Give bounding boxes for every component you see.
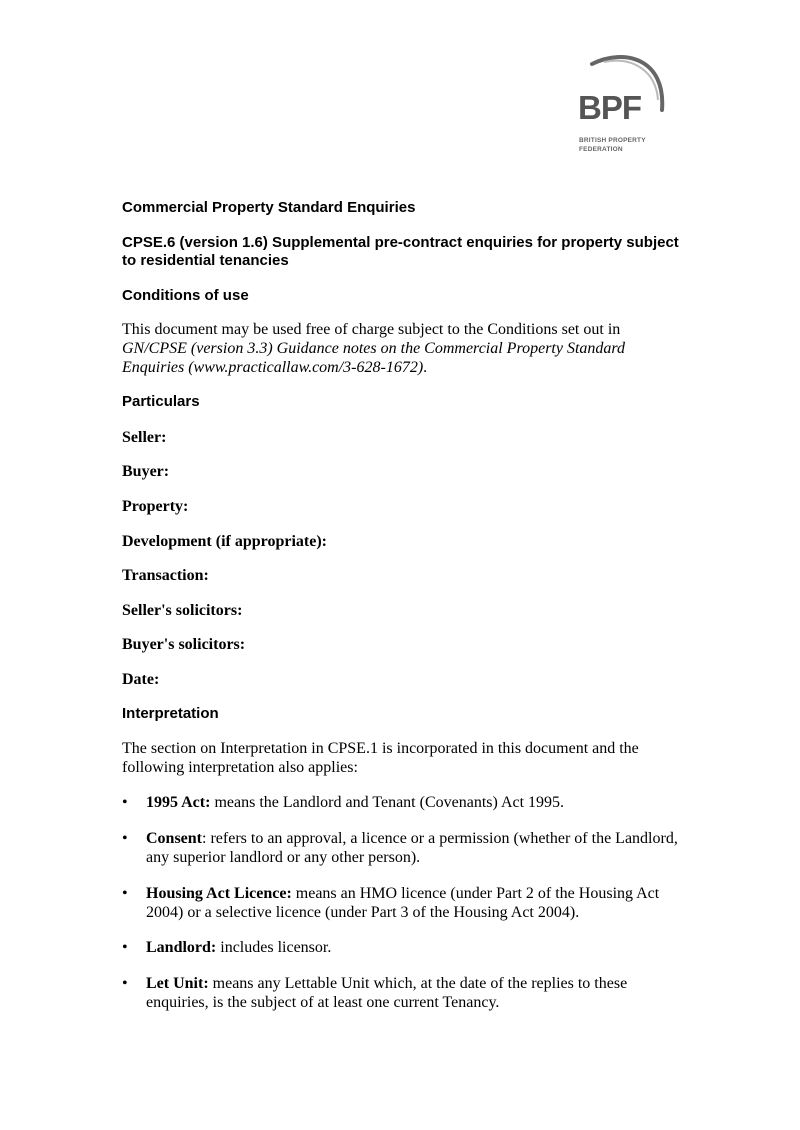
conditions-text-end: . <box>423 359 428 376</box>
particulars-heading: Particulars <box>122 393 200 410</box>
particular-sellers-solicitors: Seller's solicitors: <box>122 602 243 619</box>
conditions-heading: Conditions of use <box>122 287 249 304</box>
series-title: Commercial Property Standard Enquiries <box>122 199 416 216</box>
definition-text: means the Landlord and Tenant (Covenants) Act 1995. <box>210 794 565 811</box>
particular-seller: Seller: <box>122 429 167 446</box>
particular-transaction: Transaction: <box>122 567 209 584</box>
conditions-text-plain: This document may be used free of charge subject to the Conditions set out in <box>122 321 621 338</box>
conditions-text <box>122 320 682 377</box>
guidance-notes-reference: GN/CPSE (version 3.3) Guidance notes on the Commercial Property Standard Enquiries (www.practicallaw.com/3-628-1672) <box>122 340 626 376</box>
bpf-logo <box>574 52 674 162</box>
definition-text: includes licensor. <box>216 939 332 956</box>
definition-term: Landlord: <box>146 939 217 956</box>
interpretation-intro: The section on Interpretation in CPSE.1 is incorporated in this document and the following interpretation also applies: <box>122 740 639 776</box>
definition-text: means an HMO licence (under Part 2 of the Housing Act 2004) or a selective licence (under Part 3 of the Housing Act 2004). <box>146 885 660 921</box>
particular-property: Property: <box>122 498 189 515</box>
definition-term: 1995 Act: <box>146 794 211 811</box>
document-title: CPSE.6 (version 1.6) Supplemental pre-contract enquiries for property subject to residential tenancies <box>122 234 679 269</box>
particular-buyers-solicitors: Buyer's solicitors: <box>122 636 246 653</box>
bullet-icon: • <box>122 975 128 992</box>
logo-line-2: FEDERATION <box>579 146 623 153</box>
definition-term: Housing Act Licence: <box>146 885 292 902</box>
interpretation-heading: Interpretation <box>122 705 219 722</box>
logo-mark: BPF <box>578 89 641 126</box>
definition-term: Consent <box>146 830 203 847</box>
bullet-icon: • <box>122 794 128 811</box>
particular-date: Date: <box>122 671 160 688</box>
bullet-icon: • <box>122 885 128 902</box>
logo-subtitle <box>579 136 646 154</box>
bullet-icon: • <box>122 830 128 847</box>
definition-text: means any Lettable Unit which, at the date of the replies to these enquiries, is the subject of at least one current Tenancy. <box>146 975 628 1011</box>
bullet-icon: • <box>122 939 128 956</box>
definition-text: : refers to an approval, a licence or a permission (whether of the Landlord, any superior landlord or any other person). <box>146 830 678 866</box>
definition-term: Let Unit: <box>146 975 209 992</box>
particular-buyer: Buyer: <box>122 463 170 480</box>
particular-development: Development (if appropriate): <box>122 533 327 550</box>
logo-line-1: BRITISH PROPERTY <box>579 137 646 144</box>
